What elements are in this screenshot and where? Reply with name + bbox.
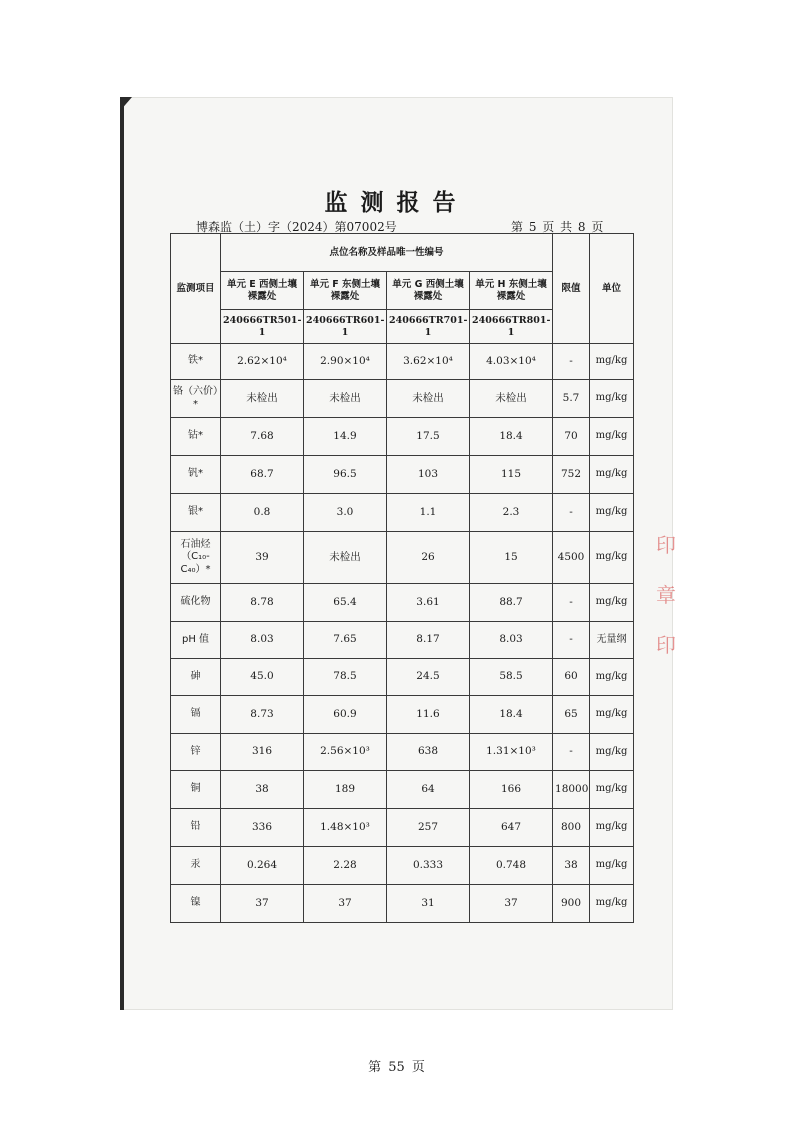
cell-value: 26: [387, 532, 470, 584]
cell-value: 15: [470, 532, 553, 584]
table-row: [171, 847, 634, 885]
cell-value: 未检出: [304, 532, 387, 584]
table-row: [171, 809, 634, 847]
scan-edge: [120, 97, 124, 1010]
cell-value: 1.1: [387, 494, 470, 532]
cell-value: 未检出: [470, 380, 553, 418]
cell-value: 2.90×10⁴: [304, 344, 387, 380]
row-item-name: 铅: [171, 809, 221, 847]
sample-id: 240666TR601-1: [304, 310, 387, 344]
cell-value: 64: [387, 771, 470, 809]
cell-limit: 800: [553, 809, 590, 847]
cell-value: 2.3: [470, 494, 553, 532]
cell-value: 2.62×10⁴: [221, 344, 304, 380]
cell-value: 88.7: [470, 584, 553, 622]
cell-value: 78.5: [304, 659, 387, 696]
cell-value: 未检出: [221, 380, 304, 418]
table-row: [171, 734, 634, 771]
cell-unit: mg/kg: [590, 771, 634, 809]
cell-value: 96.5: [304, 456, 387, 494]
point-name: 单元 H 东侧土壤裸露处: [470, 272, 553, 310]
table-row: [171, 344, 634, 380]
cell-value: 38: [221, 771, 304, 809]
cell-unit: mg/kg: [590, 584, 634, 622]
table-row: [171, 456, 634, 494]
cell-value: 336: [221, 809, 304, 847]
cell-value: 未检出: [304, 380, 387, 418]
cell-value: 257: [387, 809, 470, 847]
point-name: 单元 E 西侧土壤裸露处: [221, 272, 304, 310]
row-item-name: 锌: [171, 734, 221, 771]
header-sampling-points: 点位名称及样品唯一性编号: [221, 234, 553, 272]
cell-limit: -: [553, 622, 590, 659]
row-item-name: 铜: [171, 771, 221, 809]
cell-unit: mg/kg: [590, 659, 634, 696]
table-row: [171, 532, 634, 584]
row-item-name: 硫化物: [171, 584, 221, 622]
cell-value: 18.4: [470, 696, 553, 734]
results-body: [171, 344, 634, 923]
cell-value: 未检出: [387, 380, 470, 418]
cell-limit: -: [553, 584, 590, 622]
sample-id: 240666TR701-1: [387, 310, 470, 344]
cell-value: 31: [387, 885, 470, 923]
row-item-name: 钒*: [171, 456, 221, 494]
cell-value: 68.7: [221, 456, 304, 494]
row-item-name: 镉: [171, 696, 221, 734]
cell-value: 3.61: [387, 584, 470, 622]
cell-value: 166: [470, 771, 553, 809]
row-item-name: 镍: [171, 885, 221, 923]
sample-id: 240666TR801-1: [470, 310, 553, 344]
cell-value: 7.68: [221, 418, 304, 456]
cell-value: 37: [304, 885, 387, 923]
cell-value: 7.65: [304, 622, 387, 659]
cell-limit: -: [553, 494, 590, 532]
sample-id: 240666TR501-1: [221, 310, 304, 344]
red-seal-stamp: 印 章 印: [656, 533, 676, 657]
cell-value: 0.264: [221, 847, 304, 885]
table-row: [171, 622, 634, 659]
cell-unit: mg/kg: [590, 380, 634, 418]
row-item-name: pH 值: [171, 622, 221, 659]
cell-value: 2.28: [304, 847, 387, 885]
cell-value: 189: [304, 771, 387, 809]
cell-limit: 60: [553, 659, 590, 696]
cell-limit: 752: [553, 456, 590, 494]
header-unit: 单位: [590, 234, 634, 344]
cell-value: 24.5: [387, 659, 470, 696]
table-row: [171, 418, 634, 456]
header-limit: 限值: [553, 234, 590, 344]
cell-value: 45.0: [221, 659, 304, 696]
cell-value: 58.5: [470, 659, 553, 696]
cell-limit: 38: [553, 847, 590, 885]
table-row: [171, 771, 634, 809]
cell-value: 115: [470, 456, 553, 494]
cell-value: 103: [387, 456, 470, 494]
cell-value: 316: [221, 734, 304, 771]
table-row: [171, 380, 634, 418]
table-row: [171, 659, 634, 696]
table-row: [171, 885, 634, 923]
cell-value: 3.0: [304, 494, 387, 532]
monitoring-results-table: [170, 233, 634, 923]
row-item-name: 铬（六价）*: [171, 380, 221, 418]
cell-value: 8.03: [221, 622, 304, 659]
cell-limit: -: [553, 734, 590, 771]
point-name: 单元 G 西侧土壤裸露处: [387, 272, 470, 310]
cell-value: 65.4: [304, 584, 387, 622]
cell-unit: mg/kg: [590, 885, 634, 923]
cell-value: 2.56×10³: [304, 734, 387, 771]
row-item-name: 铁*: [171, 344, 221, 380]
cell-unit: mg/kg: [590, 696, 634, 734]
cell-value: 39: [221, 532, 304, 584]
table-row: [171, 584, 634, 622]
report-title: 监测报告: [324, 189, 469, 216]
cell-value: 0.333: [387, 847, 470, 885]
cell-value: 3.62×10⁴: [387, 344, 470, 380]
report-page-count: 第 5 页 共 8 页: [511, 220, 604, 234]
table-row: [171, 696, 634, 734]
cell-unit: mg/kg: [590, 809, 634, 847]
report-reference-number: 博森监（土）字（2024）第07002号: [196, 220, 397, 234]
cell-value: 0.748: [470, 847, 553, 885]
cell-value: 37: [221, 885, 304, 923]
cell-value: 8.78: [221, 584, 304, 622]
cell-unit: mg/kg: [590, 532, 634, 584]
cell-value: 8.73: [221, 696, 304, 734]
table-row: [171, 494, 634, 532]
cell-limit: 70: [553, 418, 590, 456]
row-item-name: 银*: [171, 494, 221, 532]
row-item-name: 砷: [171, 659, 221, 696]
cell-unit: mg/kg: [590, 847, 634, 885]
cell-limit: 5.7: [553, 380, 590, 418]
row-item-name: 汞: [171, 847, 221, 885]
cell-unit: mg/kg: [590, 734, 634, 771]
point-name: 单元 F 东侧土壤裸露处: [304, 272, 387, 310]
row-item-name: 石油烃（C₁₀-C₄₀）*: [171, 532, 221, 584]
cell-limit: -: [553, 344, 590, 380]
cell-value: 14.9: [304, 418, 387, 456]
page-number: 第 55 页: [368, 1060, 425, 1075]
cell-value: 8.03: [470, 622, 553, 659]
cell-unit: mg/kg: [590, 456, 634, 494]
cell-value: 4.03×10⁴: [470, 344, 553, 380]
cell-value: 638: [387, 734, 470, 771]
cell-unit: mg/kg: [590, 494, 634, 532]
cell-unit: mg/kg: [590, 418, 634, 456]
header-item: 监测项目: [171, 234, 221, 344]
cell-limit: 900: [553, 885, 590, 923]
cell-value: 17.5: [387, 418, 470, 456]
cell-value: 647: [470, 809, 553, 847]
row-item-name: 钴*: [171, 418, 221, 456]
cell-limit: 4500: [553, 532, 590, 584]
cell-unit: mg/kg: [590, 344, 634, 380]
cell-value: 60.9: [304, 696, 387, 734]
cell-limit: 65: [553, 696, 590, 734]
cell-value: 37: [470, 885, 553, 923]
cell-value: 1.31×10³: [470, 734, 553, 771]
cell-limit: 18000: [553, 771, 590, 809]
cell-unit: 无量纲: [590, 622, 634, 659]
cell-value: 1.48×10³: [304, 809, 387, 847]
cell-value: 8.17: [387, 622, 470, 659]
cell-value: 11.6: [387, 696, 470, 734]
cell-value: 0.8: [221, 494, 304, 532]
cell-value: 18.4: [470, 418, 553, 456]
